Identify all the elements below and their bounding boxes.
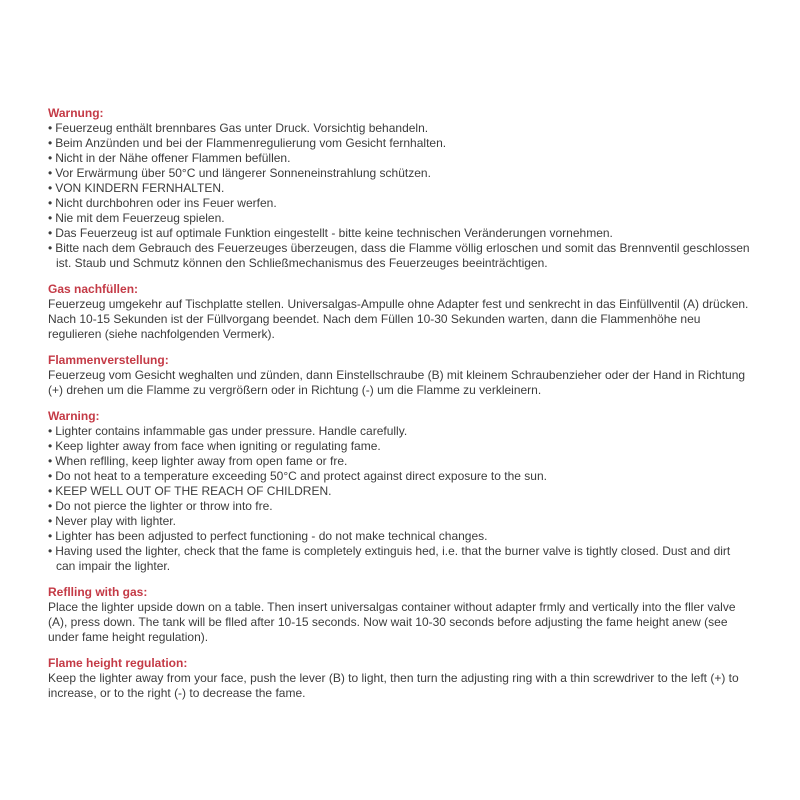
section-warnung-de: [48, 106, 752, 271]
list-item-text: Das Feuerzeug ist auf optimale Funktion eingestellt - bitte keine technischen Veränderungen vornehmen.: [55, 226, 613, 240]
list-item-text: When reflling, keep lighter away from open fame or fre.: [55, 454, 348, 468]
list-item: [48, 499, 752, 514]
list-item: [48, 484, 752, 499]
list-item: [48, 514, 752, 529]
section-gas-nachfuellen: [48, 282, 752, 342]
list-item-text: Vor Erwärmung über 50°C und längerer Sonneneinstrahlung schützen.: [55, 166, 431, 180]
list-item: [48, 469, 752, 484]
list-item: [48, 136, 752, 151]
bullet-glyph: •: [48, 241, 53, 255]
section-paragraph: Keep the lighter away from your face, push the lever (B) to light, then turn the adjusting ring with a thin screwdriver to the left (+) to increase, or to the right (-) to decrease the fame.: [48, 671, 739, 700]
instruction-sheet: [48, 106, 752, 701]
section-heading: Gas nachfüllen:: [48, 282, 139, 296]
warning-list-de: [48, 121, 752, 271]
section-heading: Flame height regulation:: [48, 656, 188, 670]
list-item: [48, 226, 752, 241]
list-item: [48, 529, 752, 544]
list-item: [48, 544, 752, 574]
section-heading: Flammenverstellung:: [48, 353, 169, 367]
section-paragraph: Feuerzeug vom Gesicht weghalten und zünden, dann Einstellschraube (B) mit kleinem Schraubenzieher oder der Hand in Richtung (+) drehen um die Flamme zu vergrößern oder in Richtung (-) um die Flamme zu verkleinern.: [48, 368, 746, 397]
bullet-glyph: •: [48, 196, 53, 210]
bullet-glyph: •: [48, 226, 53, 240]
bullet-glyph: •: [48, 484, 53, 498]
section-warning-en: [48, 409, 752, 574]
list-item-text: Lighter has been adjusted to perfect functioning - do not make technical changes.: [55, 529, 488, 543]
list-item-text: Nicht durchbohren oder ins Feuer werfen.: [55, 196, 277, 210]
section-paragraph: Feuerzeug umgekehr auf Tischplatte stellen. Universalgas-Ampulle ohne Adapter fest und senkrecht in das Einfüllventil (A) drücken. Nach 10-15 Sekunden ist der Füllvorgang beendet. Nach dem Füllen 10-30 Sekunden warten, dann die Flammenhöhe neu regulieren (siehe nachfolgenden Vermerk).: [48, 297, 749, 341]
list-item-text: Do not heat to a temperature exceeding 50°C and protect against direct exposure to the sun.: [55, 469, 547, 483]
section-flammenverstellung: [48, 353, 752, 398]
list-item-text: VON KINDERN FERNHALTEN.: [55, 181, 225, 195]
bullet-glyph: •: [48, 454, 53, 468]
list-item-text: Never play with lighter.: [55, 514, 176, 528]
list-item: [48, 196, 752, 211]
list-item: [48, 151, 752, 166]
list-item: [48, 121, 752, 136]
warning-list-en: [48, 424, 752, 574]
list-item: [48, 241, 752, 271]
bullet-glyph: •: [48, 499, 53, 513]
bullet-glyph: •: [48, 424, 53, 438]
bullet-glyph: •: [48, 514, 53, 528]
list-item-text: Keep lighter away from face when igniting or regulating fame.: [55, 439, 381, 453]
list-item-text: KEEP WELL OUT OF THE REACH OF CHILDREN.: [55, 484, 332, 498]
list-item: [48, 424, 752, 439]
list-item-text: Do not pierce the lighter or throw into fre.: [55, 499, 273, 513]
list-item-text: Feuerzeug enthält brennbares Gas unter Druck. Vorsichtig behandeln.: [55, 121, 429, 135]
list-item: [48, 454, 752, 469]
bullet-glyph: •: [48, 469, 53, 483]
bullet-glyph: •: [48, 529, 53, 543]
bullet-glyph: •: [48, 544, 53, 558]
list-item-text: Bitte nach dem Gebrauch des Feuerzeuges überzeugen, dass die Flamme völlig erloschen und somit das Brennventil geschlossen ist. Staub und Schmutz können den Schließmechanismus des Feuerzeuges beeinträchtigen.: [55, 241, 750, 270]
list-item-text: Lighter contains infammable gas under pressure. Handle carefully.: [55, 424, 408, 438]
list-item: [48, 439, 752, 454]
bullet-glyph: •: [48, 151, 53, 165]
list-item-text: Having used the lighter, check that the fame is completely extinguis hed, i.e. that the burner valve is tightly closed. Dust and dirt can impair the lighter.: [55, 544, 731, 573]
section-refilling-with-gas: [48, 585, 752, 645]
bullet-glyph: •: [48, 211, 53, 225]
list-item: [48, 211, 752, 226]
section-heading: Warning:: [48, 409, 100, 423]
list-item-text: Nicht in der Nähe offener Flammen befüllen.: [55, 151, 291, 165]
bullet-glyph: •: [48, 166, 53, 180]
section-flame-height-regulation: [48, 656, 752, 701]
list-item-text: Nie mit dem Feuerzeug spielen.: [55, 211, 225, 225]
bullet-glyph: •: [48, 136, 53, 150]
bullet-glyph: •: [48, 439, 53, 453]
bullet-glyph: •: [48, 121, 53, 135]
list-item: [48, 166, 752, 181]
list-item-text: Beim Anzünden und bei der Flammenregulierung vom Gesicht fernhalten.: [55, 136, 447, 150]
section-heading: Reflling with gas:: [48, 585, 148, 599]
list-item: [48, 181, 752, 196]
section-paragraph: Place the lighter upside down on a table. Then insert universalgas container without adapter frmly and vertically into the fller valve (A), press down. The tank will be flled after 10-15 seconds. Now wait 10-30 seconds before adjusting the fame height anew (see under fame height regulation).: [48, 600, 736, 644]
section-heading: Warnung:: [48, 106, 104, 120]
bullet-glyph: •: [48, 181, 53, 195]
